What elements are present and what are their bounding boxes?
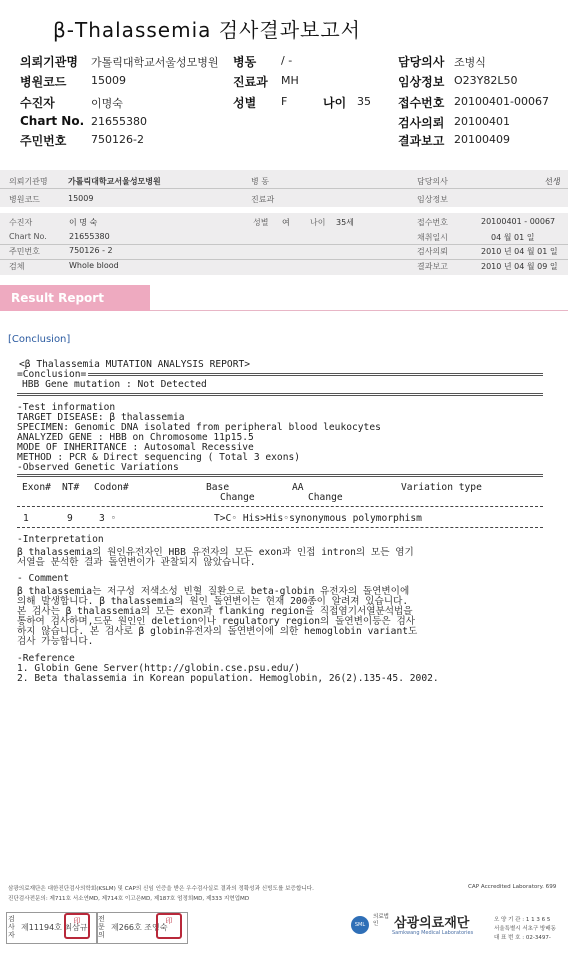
label-ward: 병동 xyxy=(233,55,257,69)
scan-value-sex: 여 xyxy=(282,218,290,227)
label-hospital-code: 병원코드 xyxy=(20,75,67,89)
col-codon: Codon# xyxy=(94,482,129,493)
label-resident-no: 주민번호 xyxy=(20,134,67,148)
scan-label-doctor: 담당의사 xyxy=(417,177,448,186)
divider xyxy=(0,244,568,245)
value-hospital-code: 15009 xyxy=(91,74,126,87)
divider xyxy=(0,188,568,189)
value-request-date: 20100401 xyxy=(454,115,510,128)
double-rule xyxy=(17,474,543,477)
label-clinical-info: 임상정보 xyxy=(398,75,445,89)
dashed-rule xyxy=(17,506,543,507)
scan-value-specimen: Whole blood xyxy=(69,261,119,270)
scan-label-age: 나이 xyxy=(310,218,326,227)
signature-role-specialist: 전문의 xyxy=(98,915,105,939)
divider xyxy=(0,259,568,260)
conclusion-heading: =Conclusion= xyxy=(17,369,87,380)
signature-role-tester: 검사자 xyxy=(8,915,15,939)
scan-label-resident: 주민번호 xyxy=(9,247,40,256)
conclusion-result: HBB Gene mutation : Not Detected xyxy=(22,379,207,390)
double-rule xyxy=(17,393,543,396)
col-nt: NT# xyxy=(62,482,80,493)
comment-line-3: 본 검사는 β thalassemia의 모든 exon과 flanking region을 직접염기서열분석법을 xyxy=(17,606,413,617)
value-ward: / - xyxy=(281,54,293,67)
scan-label-patient: 수진자 xyxy=(9,218,33,227)
value-doctor: 조병식 xyxy=(454,56,486,69)
signature-text-specialist: 제266호 조영숙 xyxy=(111,923,168,932)
test-info-1: -Test information xyxy=(17,402,116,413)
label-report-date: 결과보고 xyxy=(398,134,445,148)
reference-1: 1. Globin Gene Server(http://globin.cse.psu.edu/) xyxy=(17,663,301,674)
comment-line-2: 의해 발생합니다. β thalassemia의 원인 돌연변이는 현재 200종이 알려져 있습니다. xyxy=(17,596,409,607)
test-info-2: TARGET DISEASE: β thalassemia xyxy=(17,412,185,423)
test-info-3: SPECIMEN: Genomic DNA isolated from peripheral blood leukocytes xyxy=(17,422,381,433)
value-patient: 이명숙 xyxy=(91,97,123,110)
value-institution: 가톨릭대학교서울성모병원 xyxy=(91,56,219,69)
label-chart-no: Chart No. xyxy=(20,114,85,128)
scan-label-institution: 의뢰기관명 xyxy=(9,177,48,186)
col-aa-change: Change xyxy=(308,492,343,503)
cell-exon: 1 xyxy=(23,513,29,524)
scan-label-chart: Chart No. xyxy=(9,232,47,241)
scan-value-doctor: 선생 xyxy=(545,177,561,186)
report-title: β-Thalassemia 검사결과보고서 xyxy=(53,18,361,42)
reference-2: 2. Beta thalassemia in Korean population. Hemoglobin, 26(2).135-45. 2002. xyxy=(17,673,439,684)
label-doctor: 담당의사 xyxy=(398,55,445,69)
organization-address-2: 서울특별시 서초구 방배동 xyxy=(494,926,556,932)
report-header xyxy=(0,0,568,158)
scan-value-chart: 21655380 xyxy=(69,232,110,241)
scan-value-receipt: 20100401 - 00067 xyxy=(481,217,556,226)
report-heading: <β Thalassemia MUTATION ANALYSIS REPORT> xyxy=(19,359,251,370)
value-age: 35 xyxy=(357,95,371,108)
test-info-6: METHOD : PCR & Direct sequencing ( Total 3 exons) xyxy=(17,452,301,463)
scanned-report xyxy=(0,160,568,961)
scan-value-collected: 04 월 01 일 xyxy=(491,233,535,242)
value-sex: F xyxy=(281,95,288,108)
scan-label-hospital-code: 병원코드 xyxy=(9,195,40,204)
seal-stamp-icon: 印 xyxy=(156,913,182,939)
label-institution: 의뢰기관명 xyxy=(20,55,78,69)
organization-logo-icon: SML xyxy=(351,916,369,934)
organization-name: 삼광의료재단 xyxy=(394,916,470,931)
scan-value-patient: 이 명 숙 xyxy=(69,218,98,227)
comment-heading: - Comment xyxy=(17,573,69,584)
scan-label-specimen: 검체 xyxy=(9,262,25,271)
cell-codon: 3 ◦ xyxy=(99,513,117,524)
scan-label-request: 검사의뢰 xyxy=(417,247,448,256)
interpretation-line-1: β thalassemia의 원인유전자인 HBB 유전자의 모든 exon과 인접 intron의 모든 염기 xyxy=(17,547,414,558)
organization-english-name: Samkwang Medical Laboratories xyxy=(392,930,474,936)
value-receipt-no: 20100401-00067 xyxy=(454,95,549,108)
scan-label-ward: 병 동 xyxy=(251,177,269,186)
col-exon: Exon# xyxy=(22,482,51,493)
comment-line-5: 하지 않습니다. 본 검사로 β globin유전자의 돌연변이에 의한 hemoglobin variant도 xyxy=(17,626,418,637)
label-department: 진료과 xyxy=(233,75,268,89)
col-base-change: Change xyxy=(220,492,255,503)
col-base: Base xyxy=(206,482,230,493)
cell-nt: 9 xyxy=(67,513,73,524)
value-chart-no: 21655380 xyxy=(91,115,147,128)
scan-value-resident: 750126 - 2 xyxy=(69,246,113,255)
scan-value-hospital-code: 15009 xyxy=(68,194,94,203)
conclusion-tag: [Conclusion] xyxy=(8,334,71,345)
organization-address-1: 오 양 기 관 : 1 1 3 6 5 xyxy=(494,917,551,923)
scan-label-sex: 성별 xyxy=(253,218,269,227)
label-request-date: 검사의뢰 xyxy=(398,116,445,130)
result-report-rule xyxy=(150,310,568,311)
interpretation-line-2: 서열을 분석한 결과 돌연변이가 관찰되지 않았습니다. xyxy=(17,557,256,568)
scan-value-institution: 가톨릭대학교서울성모병원 xyxy=(68,177,161,186)
cell-change: T>C◦ His>His◦synonymous polymorphism xyxy=(214,513,422,524)
seal-stamp-icon: 印 xyxy=(64,913,90,939)
comment-line-6: 검사 가능합니다. xyxy=(17,636,94,647)
result-report-title: Result Report xyxy=(11,291,104,305)
organization-address-3: 대 표 번 호 : 02-3497- xyxy=(494,935,551,941)
scan-label-department: 진료과 xyxy=(251,195,275,204)
reference-heading: -Reference xyxy=(17,653,75,664)
footer-cap: CAP Accredited Laboratory. 699 xyxy=(468,884,557,890)
signature-text-tester: 제11194호 최삼규 xyxy=(21,923,88,932)
scan-label-report: 결과보고 xyxy=(417,262,448,271)
scan-value-request: 2010 년 04 월 01 일 xyxy=(481,247,558,256)
scan-label-receipt: 접수번호 xyxy=(417,218,448,227)
scan-label-clinical: 임상정보 xyxy=(417,195,448,204)
col-aa: AA xyxy=(292,482,304,493)
interpretation-heading: -Interpretation xyxy=(17,534,104,545)
test-info-5: MODE OF INHERITANCE : Autosomal Recessive xyxy=(17,442,254,453)
value-report-date: 20100409 xyxy=(454,133,510,146)
scan-value-age: 35세 xyxy=(336,218,354,227)
scan-label-collected: 채취일시 xyxy=(417,233,448,242)
dashed-rule xyxy=(17,527,543,528)
label-age: 나이 xyxy=(323,96,347,110)
label-sex: 성별 xyxy=(233,96,257,110)
value-resident-no: 750126-2 xyxy=(91,133,144,146)
organization-prefix: 의료법인 xyxy=(373,914,389,927)
value-department: MH xyxy=(281,74,299,87)
test-info-7: -Observed Genetic Variations xyxy=(17,462,179,473)
test-info-4: ANALYZED GENE : HBB on Chromosome 11p15.5 xyxy=(17,432,254,443)
label-patient: 수진자 xyxy=(20,96,55,110)
comment-line-4: 통하여 검사하며,드문 원인인 deletion이나 regulatory region의 돌연변이등은 검사 xyxy=(17,616,415,627)
double-rule xyxy=(88,373,543,376)
value-clinical-info: O23Y82L50 xyxy=(454,74,518,87)
scan-value-report: 2010 년 04 월 09 일 xyxy=(481,262,558,271)
footer-physicians: 진단검사전문의: 제711호 서소연MD, 제714호 이고은MD, 제187호 엄정희MD, 제333 지현업MD xyxy=(8,896,250,902)
footer-notice: 삼광의료재단은 대한진단검사의학회(KSLM) 및 CAP의 신임 인증을 받은 우수검사실로 결과의 정확성과 신빙도를 보증합니다. xyxy=(8,886,314,892)
label-receipt-no: 접수번호 xyxy=(398,96,445,110)
comment-line-1: β thalassemia는 저구성 저색소성 빈혈 질환으로 beta-globin 유전자의 돌연변이에 xyxy=(17,586,410,597)
col-variation-type: Variation type xyxy=(401,482,482,493)
